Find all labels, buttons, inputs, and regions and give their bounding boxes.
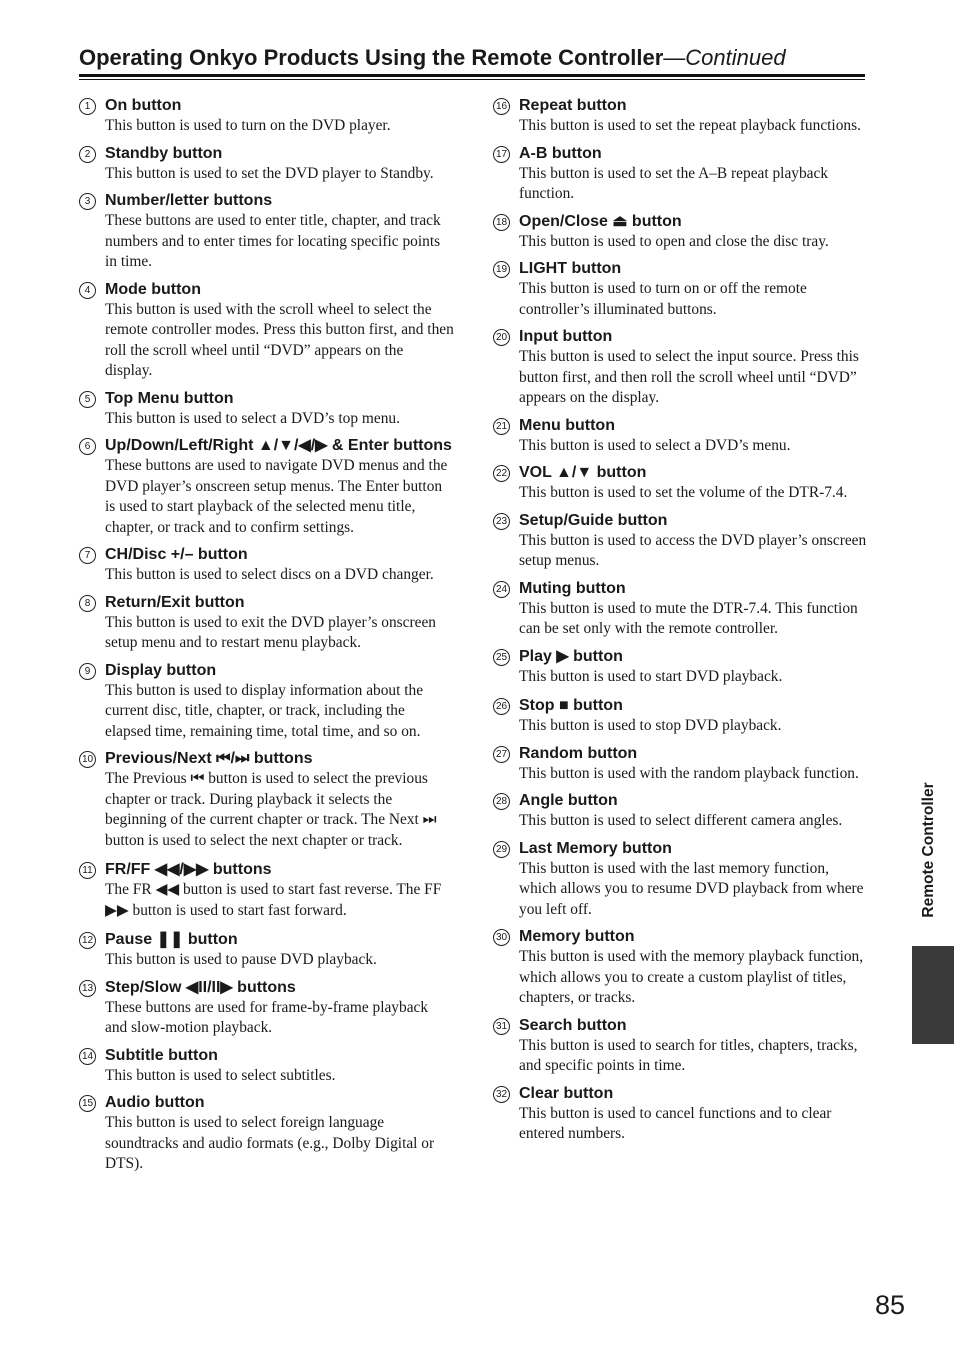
item-heading: Repeat button (519, 97, 627, 114)
list-item (493, 790, 868, 832)
list-item (493, 415, 868, 457)
item-heading: Mode button (105, 280, 201, 298)
item-number-badge: 32 (493, 1086, 510, 1103)
list-item (493, 1083, 868, 1145)
title-main: Operating Onkyo Products Using the Remote Controller (79, 45, 664, 70)
item-number-badge: 12 (79, 932, 96, 949)
item-description: These buttons are used for frame-by-frame playback and slow-motion playback. (105, 998, 429, 1036)
item-number-badge: 6 (79, 438, 96, 455)
item-number-badge: 15 (79, 1095, 96, 1112)
list-item (79, 660, 454, 743)
list-item (493, 258, 868, 320)
item-number-badge: 13 (79, 980, 96, 997)
item-number-badge: 2 (79, 146, 96, 163)
item-description: The Previous ⏮ button is used to select the previous chapter or track. During playback it selects the beginning of the current chapter or track. The Next ⏭ button is used to select the next chapter or track. (105, 770, 437, 849)
item-heading: Stop ■ button (519, 697, 623, 714)
item-description: This button is used to display information about the current disc, title, chapter, or track, including the elapsed time, remaining time, total time, and so on. (105, 681, 424, 740)
right-column (493, 95, 868, 1151)
item-number-badge: 29 (493, 841, 510, 858)
list-item (493, 743, 868, 785)
left-column (79, 95, 454, 1181)
item-description: This button is used to turn on or off the remote controller’s illuminated buttons. (519, 280, 807, 318)
item-heading: Standby button (105, 144, 223, 162)
item-number-badge: 23 (493, 513, 510, 530)
list-item (79, 1092, 454, 1175)
item-number-badge: 21 (493, 418, 510, 435)
list-item (493, 326, 868, 409)
item-heading: Clear button (519, 1084, 614, 1102)
item-number-badge: 8 (79, 595, 96, 612)
item-description: This button is used to access the DVD player’s onscreen setup menus. (519, 531, 867, 569)
item-number-badge: 30 (493, 929, 510, 946)
list-item (493, 1015, 868, 1077)
item-number-badge: 22 (493, 465, 510, 482)
item-number-badge: 24 (493, 581, 510, 598)
item-description: This button is used to set the A–B repeat playback function. (519, 164, 829, 202)
item-number-badge: 26 (493, 698, 510, 715)
item-heading: Step/Slow ◀II/II▶ buttons (105, 978, 296, 996)
list-item (493, 838, 868, 921)
list-item (79, 143, 454, 185)
item-number-badge: 28 (493, 793, 510, 810)
list-item (79, 190, 454, 273)
item-heading: Search button (519, 1016, 627, 1034)
item-heading: VOL ▲/▼ button (519, 464, 647, 481)
side-label-text: Remote Controller (920, 782, 937, 918)
list-item (79, 592, 454, 654)
list-item (493, 211, 868, 253)
item-description: This button is used to turn on the DVD player. (105, 117, 391, 134)
page-header (79, 44, 865, 72)
item-description: This button is used with the random playback function. (519, 764, 859, 782)
item-number-badge: 4 (79, 282, 96, 299)
item-heading: FR/FF ◀◀/▶▶ buttons (105, 861, 272, 878)
item-description: This button is used to pause DVD playback. (105, 951, 377, 968)
item-number-badge: 17 (493, 146, 510, 163)
item-description: This button is used to open and close the disc tray. (519, 232, 829, 250)
list-item (79, 859, 454, 921)
list-item (79, 388, 454, 430)
item-number-badge: 5 (79, 391, 96, 408)
item-description: This button is used to start DVD playback. (519, 667, 783, 685)
list-item (493, 578, 868, 640)
list-item (493, 95, 868, 137)
item-heading: Audio button (105, 1094, 205, 1111)
item-heading: Top Menu button (105, 389, 234, 407)
item-heading: Pause ❚❚ button (105, 931, 238, 948)
item-number-badge: 19 (493, 261, 510, 278)
section-side-label (910, 770, 948, 930)
item-heading: A-B button (519, 144, 602, 162)
item-description: This button is used to mute the DTR-7.4. This function can be set only with the remote controller. (519, 599, 858, 637)
item-number-badge: 20 (493, 329, 510, 346)
header-rule-thick (79, 74, 865, 77)
item-number-badge: 11 (79, 862, 96, 879)
item-description: This button is used to set the DVD player to Standby. (105, 164, 434, 182)
item-number-badge: 14 (79, 1048, 96, 1065)
item-heading: CH/Disc +/– button (105, 546, 248, 563)
item-heading: Up/Down/Left/Right ▲/▼/◀/▶ & Enter buttons (105, 437, 452, 454)
item-heading: Display button (105, 661, 217, 679)
item-heading: Previous/Next ⏮/⏭ buttons (105, 750, 313, 767)
item-number-badge: 10 (79, 751, 96, 768)
item-description: This button is used to select discs on a DVD changer. (105, 566, 434, 583)
list-item (79, 544, 454, 586)
item-heading: Muting button (519, 579, 626, 597)
list-item (79, 435, 454, 538)
item-description: This button is used to select the input source. Press this button first, and then roll the scroll wheel until “DVD” appears on the display. (519, 348, 859, 406)
item-description: This button is used with the last memory function, which allows you to resume DVD playback from where you left off. (519, 859, 864, 918)
item-number-badge: 3 (79, 193, 96, 210)
list-item (79, 929, 454, 971)
item-description: This button is used to select subtitles. (105, 1066, 336, 1084)
item-heading: Play ▶ button (519, 647, 623, 665)
section-tab-marker (912, 946, 954, 1044)
item-heading: Angle button (519, 792, 618, 809)
item-heading: Memory button (519, 928, 635, 945)
list-item (79, 1045, 454, 1087)
item-number-badge: 18 (493, 214, 510, 231)
list-item (79, 279, 454, 382)
list-item (79, 748, 454, 851)
list-item (493, 510, 868, 572)
item-description: This button is used to set the volume of the DTR-7.4. (519, 484, 848, 501)
list-item (79, 977, 454, 1039)
item-description: This button is used to cancel functions and to clear entered numbers. (519, 1104, 832, 1142)
page-number: 85 (875, 1290, 906, 1320)
item-heading: Random button (519, 744, 638, 762)
title-continued: —Continued (663, 45, 786, 70)
item-heading: Subtitle button (105, 1046, 218, 1064)
item-description: This button is used with the memory playback function, which allows you to create a custom playlist of titles, chapters, or tracks. (519, 948, 864, 1006)
item-number-badge: 9 (79, 663, 96, 680)
item-description: This button is used to exit the DVD player’s onscreen setup menu and to restart menu playback. (105, 613, 436, 651)
item-description: This button is used to stop DVD playback. (519, 717, 782, 734)
item-description: This button is used to select foreign language soundtracks and audio formats (e.g., Dolby Digital or DTS). (105, 1114, 435, 1172)
list-item (493, 695, 868, 737)
item-description: This button is used to select a DVD’s menu. (519, 436, 791, 454)
item-number-badge: 7 (79, 547, 96, 564)
item-number-badge: 16 (493, 98, 510, 115)
item-description: This button is used to set the repeat playback functions. (519, 117, 861, 134)
item-heading: Last Memory button (519, 839, 672, 857)
list-item (493, 462, 868, 504)
item-description: These buttons are used to navigate DVD menus and the DVD player’s onscreen setup menus. The Enter button is used to start playback of the selected menu title, chapter, or track and to confirm settings. (105, 457, 448, 536)
item-number-badge: 31 (493, 1018, 510, 1035)
item-description: These buttons are used to enter title, chapter, and track numbers and to enter times for locating specific points in time. (105, 212, 441, 270)
item-description: This button is used with the scroll wheel to select the remote controller modes. Press this button first, and then roll the scroll wheel until “DVD” appears on the display. (105, 300, 454, 379)
item-description: This button is used to search for titles, chapters, tracks, and specific points in time. (519, 1036, 858, 1074)
item-heading: Menu button (519, 416, 615, 434)
page-title (79, 44, 865, 72)
item-heading: Number/letter buttons (105, 192, 273, 209)
item-number-badge: 25 (493, 649, 510, 666)
header-rule-thin (79, 79, 865, 80)
list-item (493, 926, 868, 1009)
item-heading: Input button (519, 328, 613, 345)
item-number-badge: 27 (493, 746, 510, 763)
item-number-badge: 1 (79, 98, 96, 115)
list-item (79, 95, 454, 137)
item-heading: Setup/Guide button (519, 511, 668, 529)
item-description: This button is used to select a DVD’s top menu. (105, 409, 400, 427)
list-item (493, 646, 868, 688)
item-heading: On button (105, 97, 182, 114)
list-item (493, 143, 868, 205)
item-description: This button is used to select different camera angles. (519, 812, 843, 829)
item-heading: Return/Exit button (105, 593, 245, 611)
item-heading: Open/Close ⏏ button (519, 212, 682, 230)
item-heading: LIGHT button (519, 260, 622, 277)
item-description: The FR ◀◀ button is used to start fast reverse. The FF ▶▶ button is used to start fast forward. (105, 881, 442, 919)
